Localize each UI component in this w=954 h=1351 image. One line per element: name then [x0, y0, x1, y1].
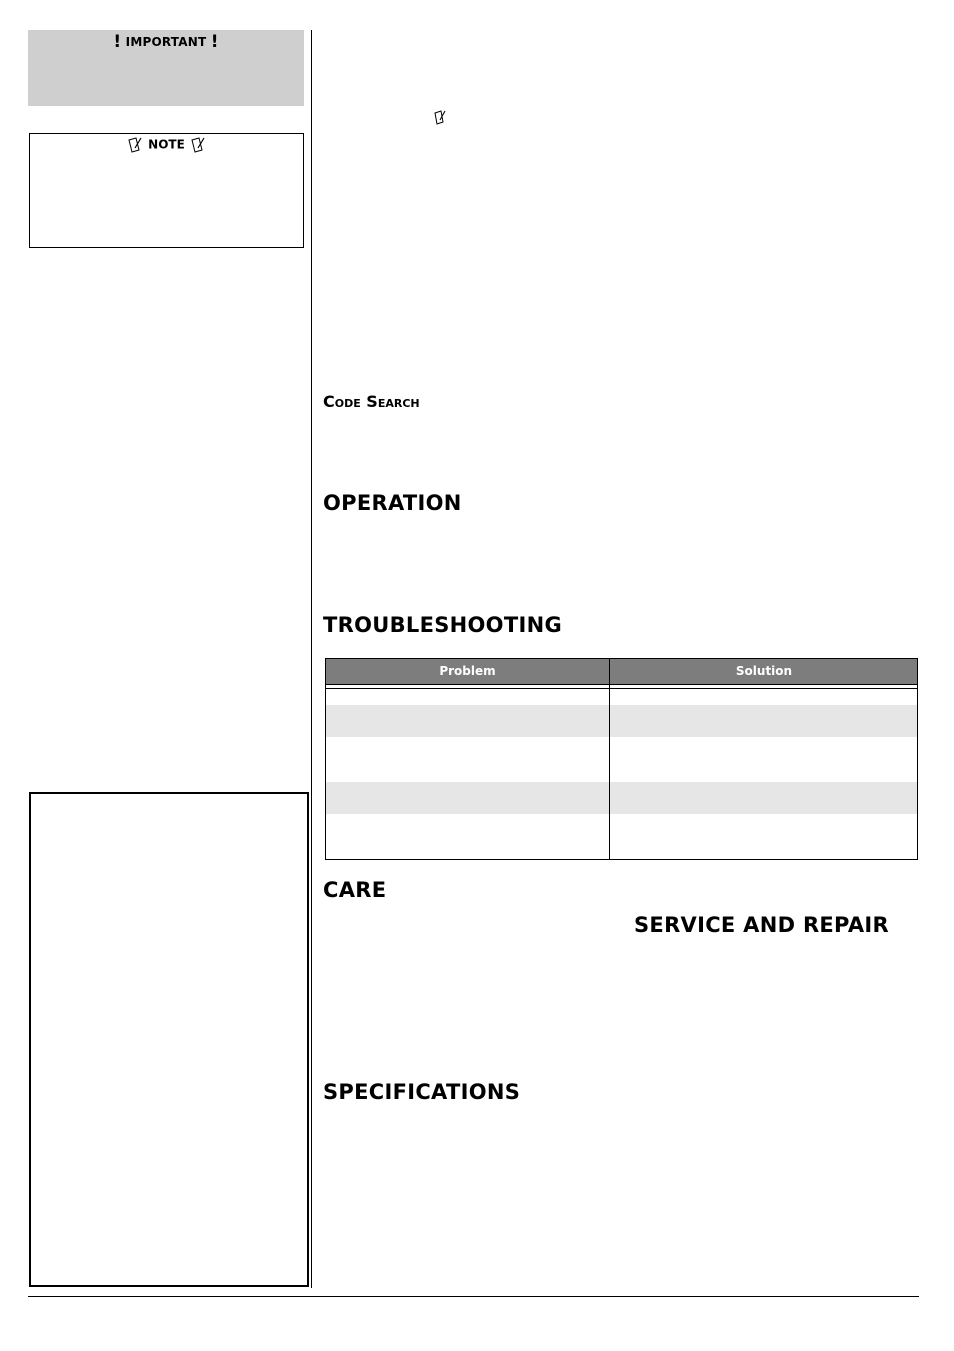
table-header-solution: Solution: [735, 664, 793, 678]
sidebar-frame-box: [29, 792, 309, 1287]
table-header: [326, 659, 917, 685]
note-label: NOTE: [148, 137, 185, 152]
operation-heading: OPERATION: [323, 491, 462, 515]
service-and-repair-heading: SERVICE AND REPAIR: [634, 913, 889, 937]
exclamation-icon: !: [210, 32, 219, 52]
care-heading: CARE: [323, 878, 387, 902]
note-pencil-icon: [126, 136, 144, 154]
important-title: [28, 32, 304, 52]
exclamation-icon: !: [113, 32, 122, 52]
important-label: IMPORTANT: [125, 35, 207, 49]
code-search-heading: Code Search: [323, 392, 420, 411]
specifications-heading: SPECIFICATIONS: [323, 1080, 521, 1104]
note-pencil-icon: [189, 136, 207, 154]
table-header-problem: Problem: [439, 664, 496, 678]
table-row: [326, 705, 917, 737]
troubleshooting-heading: TROUBLESHOOTING: [323, 613, 562, 637]
table-row: [326, 737, 917, 782]
troubleshooting-table: [325, 658, 918, 860]
table-row: [326, 814, 917, 859]
note-pencil-icon: [433, 109, 447, 125]
table-row: [326, 782, 917, 814]
table-rule: [326, 688, 917, 689]
column-divider: [311, 30, 312, 1288]
footer-rule: [28, 1296, 919, 1297]
table-column-divider: [609, 659, 610, 859]
note-title: [30, 136, 303, 154]
note-box: [29, 133, 304, 248]
important-box: [28, 30, 304, 106]
